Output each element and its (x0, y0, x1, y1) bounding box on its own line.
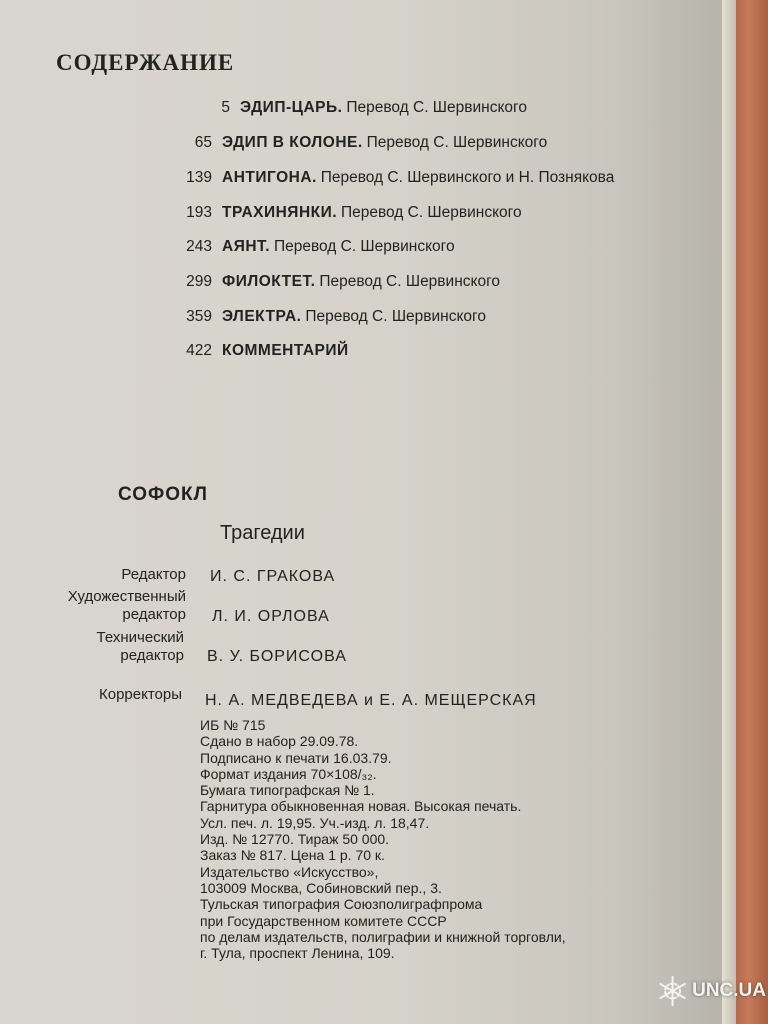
imprint-line: Издательство «Искусство», (200, 863, 379, 880)
credit-role-line: редактор (122, 606, 186, 623)
imprint-line: по делам издательств, полиграфии и книжной торговли, (200, 928, 566, 945)
toc-title: АНТИГОНА. (222, 169, 317, 186)
toc-title: ФИЛОКТЕТ. (222, 273, 316, 290)
credit-role (0, 588, 186, 624)
credit-role (0, 566, 186, 584)
toc-page-number: 5 (221, 99, 230, 116)
imprint-line: Заказ № 817. Цена 1 р. 70 к. (200, 847, 385, 864)
imprint-line: при Государственном комитете СССР (200, 912, 447, 929)
toc-page-number: 299 (186, 273, 212, 290)
toc-page-number: 139 (186, 169, 212, 186)
toc-translator: Перевод С. Шервинского (319, 273, 501, 290)
imprint-line: г. Тула, проспект Ленина, 109. (200, 945, 395, 962)
credit-role-line: редактор (120, 647, 184, 664)
imprint-line: Бумага типографская № 1. (200, 782, 375, 799)
toc-translator: Перевод С. Шервинского и Н. Познякова (320, 169, 615, 186)
credit-name: Н. А. МЕДВЕДЕВА и Е. А. МЕЩЕРСКАЯ (205, 692, 537, 709)
imprint-line: ИБ № 715 (200, 717, 266, 733)
toc-title: КОММЕНТАРИЙ (222, 342, 349, 359)
book-cover (736, 0, 768, 1024)
credit-role-line: Художественный (67, 588, 186, 605)
toc-title: ТРАХИНЯНКИ. (222, 204, 338, 221)
toc-page-number: 359 (186, 308, 212, 325)
watermark (656, 968, 766, 1014)
snowflake-icon (656, 971, 689, 1011)
toc-page-number: 65 (194, 134, 212, 151)
toc-page-number: 193 (186, 204, 212, 221)
credit-role-line: Корректоры (98, 686, 182, 703)
imprint-line: Тульская типография Союзполиграфпрома (200, 896, 483, 913)
credit-role (0, 629, 184, 665)
toc-translator: Перевод С. Шервинского (273, 238, 455, 255)
toc-translator: Перевод С. Шервинского (346, 99, 527, 116)
credit-role-line: Технический (96, 629, 184, 646)
imprint-line: 103009 Москва, Собиновский пер., 3. (200, 879, 442, 896)
toc-page-number: 422 (186, 342, 212, 359)
toc-translator: Перевод С. Шервинского (305, 308, 486, 325)
imprint-line: Усл. печ. л. 19,95. Уч.-изд. л. 18,47. (200, 814, 430, 831)
credit-role-line: Редактор (121, 566, 186, 583)
imprint-line: Изд. № 12770. Тираж 50 000. (200, 831, 390, 848)
toc-title: ЭДИП В КОЛОНЕ. (222, 134, 363, 151)
toc-title: ЭДИП-ЦАРЬ. (240, 99, 343, 116)
imprint-line: Подписано к печати 16.03.79. (200, 749, 392, 766)
contents-heading: СОДЕРЖАНИЕ (56, 50, 235, 75)
credit-name: И. С. ГРАКОВА (210, 568, 336, 585)
toc-translator: Перевод С. Шервинского (366, 134, 548, 151)
book-title: Трагедии (220, 522, 305, 544)
credit-role (0, 686, 182, 704)
imprint-line: Формат издания 70×108/₃₂. (200, 765, 377, 782)
credit-name: В. У. БОРИСОВА (207, 648, 347, 665)
imprint-line: Гарнитура обыкновенная новая. Высокая печать. (200, 798, 522, 815)
toc-page-number: 243 (186, 238, 212, 255)
watermark-text: UNC.UA (692, 980, 766, 1001)
author-name: СОФОКЛ (118, 484, 208, 505)
page-edge (722, 0, 736, 1024)
toc-translator: Перевод С. Шервинского (340, 204, 522, 221)
credit-name: Л. И. ОРЛОВА (212, 608, 330, 625)
toc-title: АЯНТ. (222, 238, 271, 255)
toc-title: ЭЛЕКТРА. (222, 308, 302, 325)
imprint-line: Сдано в набор 29.09.78. (200, 733, 359, 750)
imprint-block (200, 717, 700, 961)
